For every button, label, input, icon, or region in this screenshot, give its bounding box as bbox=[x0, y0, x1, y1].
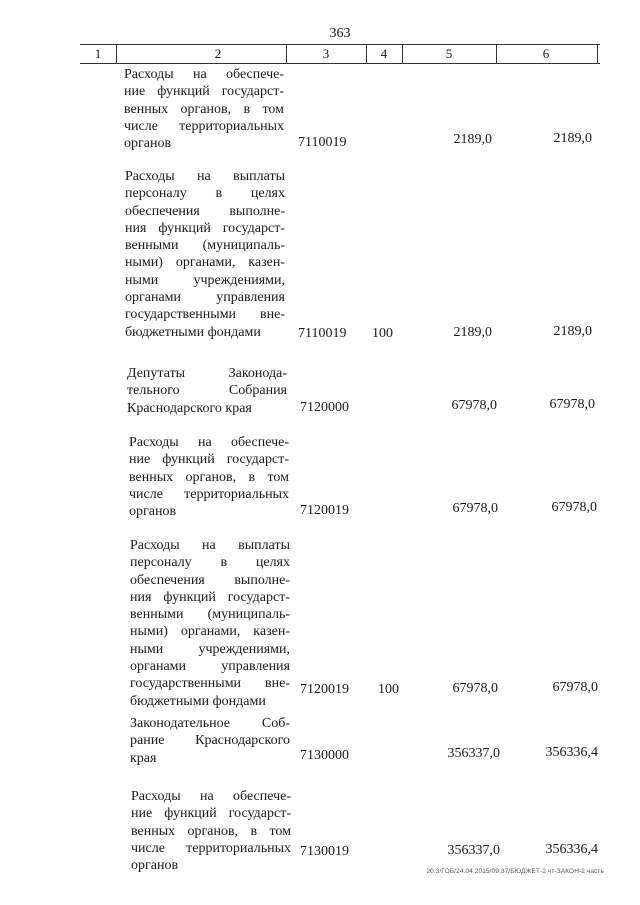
row-description: Законодательное Соб- рание Краснодарского края bbox=[130, 716, 290, 766]
row-code: 7110019 bbox=[298, 135, 347, 150]
row-code: 7130019 bbox=[300, 844, 349, 859]
row-description: Расходы на обеспече- ние функций государст- венных органов, в том числе территориальных органов bbox=[131, 789, 291, 874]
header-col-5: 5 bbox=[445, 46, 453, 61]
row-description: Депутаты Законода- тельного Собрания Краснодарского края bbox=[127, 366, 287, 416]
row-sum-1: 2189,0 bbox=[453, 132, 492, 147]
row-code: 7120019 bbox=[300, 682, 349, 697]
row-description: Расходы на выплаты персоналу в целях обеспечения выполне- ния функций государст- венными (муниципаль- ными) органами, казен- ными учреждениями, органами управления государственными вне- бюджетными фондами bbox=[130, 538, 290, 709]
header-col-2: 2 bbox=[214, 46, 222, 61]
header-col-4: 4 bbox=[380, 46, 388, 61]
row-description: Расходы на обеспече- ние функций государст- венных органов, в том числе территориальных органов bbox=[129, 435, 289, 520]
row-code: 7110019 bbox=[298, 326, 347, 341]
row-code: 7120000 bbox=[300, 400, 349, 415]
row-sum-2: 356336,4 bbox=[545, 842, 598, 857]
row-description: Расходы на выплаты персоналу в целях обеспечения выполне- ния функций государст- венными (муниципаль- ными) органами, казен- ными учреждениями, органами управления государственными вне- бюджетными фондами bbox=[125, 169, 285, 340]
row-sum-2: 67978,0 bbox=[551, 500, 597, 515]
header-col-1: 1 bbox=[94, 46, 102, 61]
row-sum-1: 67978,0 bbox=[452, 501, 498, 516]
row-sum-2: 2189,0 bbox=[553, 324, 592, 339]
row-code: 7130000 bbox=[300, 748, 349, 763]
table-header bbox=[80, 44, 600, 64]
page-number: 363 bbox=[329, 26, 351, 41]
row-description: Расходы на обеспече- ние функций государст- венных органов, в том числе территориальных органов bbox=[124, 67, 284, 152]
row-sum-2: 356336,4 bbox=[545, 745, 598, 760]
row-sum-2: 67978,0 bbox=[552, 680, 598, 695]
row-sum-1: 2189,0 bbox=[453, 325, 492, 340]
row-vid: 100 bbox=[372, 326, 393, 341]
row-sum-1: 67978,0 bbox=[452, 681, 498, 696]
row-sum-1: 356337,0 bbox=[447, 746, 500, 761]
row-sum-1: 67978,0 bbox=[451, 398, 497, 413]
row-vid: 100 bbox=[378, 682, 399, 697]
footer-note: 20.3/ГОБ/24.04.2015/09:37/БЮДЖЕТ-2 чт-ЗАКОН-2 часть bbox=[426, 868, 604, 875]
row-sum-1: 356337,0 bbox=[447, 843, 500, 858]
header-col-6: 6 bbox=[542, 46, 550, 61]
header-col-3: 3 bbox=[322, 46, 330, 61]
row-sum-2: 67978,0 bbox=[549, 397, 595, 412]
row-sum-2: 2189,0 bbox=[553, 131, 592, 146]
row-code: 7120019 bbox=[300, 503, 349, 518]
header-divider bbox=[597, 45, 598, 63]
